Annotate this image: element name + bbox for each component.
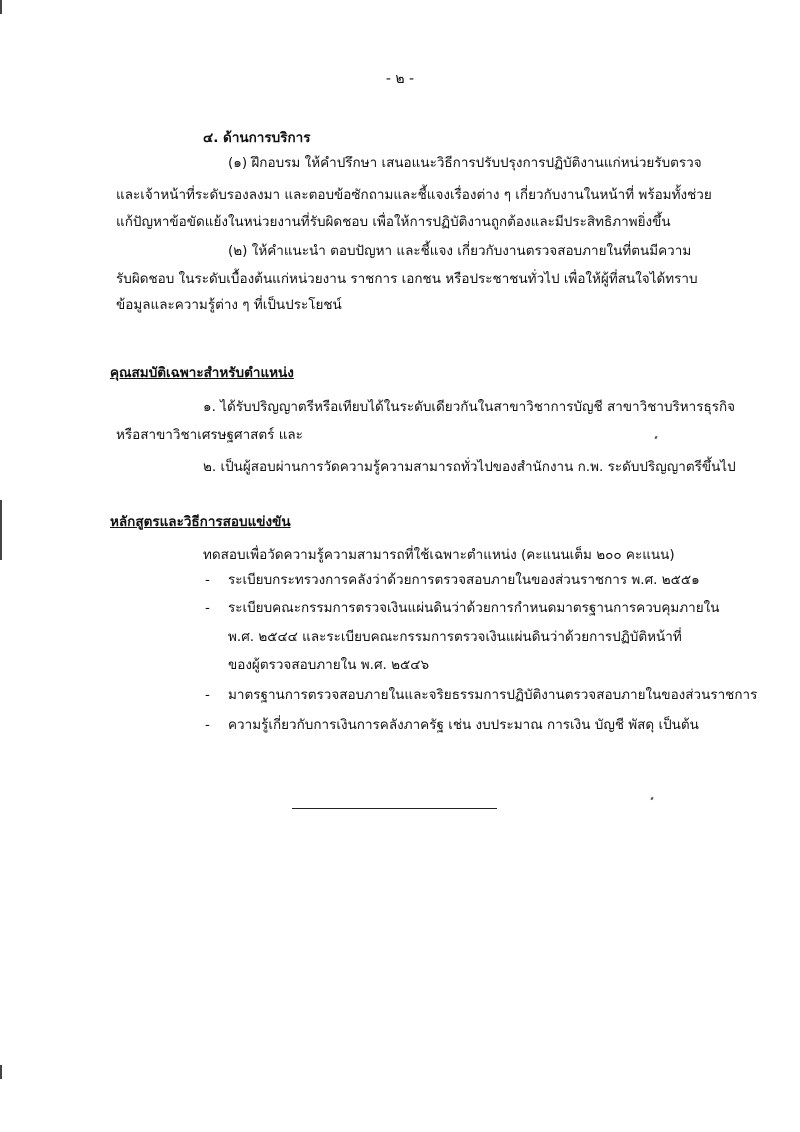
service-item1-line3: แก้ปัญหาข้อขัดแย้งในหน่วยงานที่รับผิดชอบ เพื่อให้การปฏิบัติงานถูกต้องและมีประสิทธิภาพยิ่งขึ้น: [116, 214, 671, 230]
exam-heading: หลักสูตรและวิธีการสอบแข่งขัน: [110, 514, 291, 530]
service-item2-line2: รับผิดชอบ ในระดับเบื้องต้นแก่หน่วยงาน ราชการ เอกชน หรือประชาชนทั่วไป เพื่อให้ผู้ที่สนใจได้ทราบ: [116, 271, 698, 287]
service-item1-line2: และเจ้าหน้าที่ระดับรองลงมา และตอบข้อซักถามและชี้แจงเรื่องต่าง ๆ เกี่ยวกับงานในหน้าที่ พร้อมทั้งช่วย: [116, 187, 712, 203]
qualification-item1-line1: ๑. ได้รับปริญญาตรีหรือเทียบได้ในระดับเดียวกันในสาขาวิชาการบัญชี สาขาวิชาบริหารธุรกิจ: [203, 399, 736, 415]
exam-bullet-4: ความรู้เกี่ยวกับการเงินการคลังภาครัฐ เช่น งบประมาณ การเงิน บัญชี พัสดุ เป็นต้น: [228, 717, 699, 733]
service-item1-line1: (๑) ฝึกอบรม ให้คำปรึกษา เสนอแนะวิธีการปรับปรุงการปฏิบัติงานแก่หน่วยรับตรวจ: [228, 155, 702, 171]
scan-edge-mark: [0, 500, 2, 560]
page-number: - ๒ -: [385, 71, 415, 87]
service-item2-line3: ข้อมูลและความรู้ต่าง ๆ ที่เป็นประโยชน์: [116, 297, 342, 313]
exam-bullet-3: มาตรฐานการตรวจสอบภายในและจริยธรรมการปฏิบัติงานตรวจสอบภายในของส่วนราชการ: [228, 687, 758, 703]
signature-rule: [292, 808, 497, 809]
exam-bullet-1: ระเบียบกระทรวงการคลังว่าด้วยการตรวจสอบภายในของส่วนราชการ พ.ศ. ๒๕๕๑: [228, 572, 700, 588]
bullet-dash: -: [205, 687, 210, 703]
exam-intro: ทดสอบเพื่อวัดความรู้ความสามารถที่ใช้เฉพาะตำแหน่ง (คะแนนเต็ม ๒๐๐ คะแนน): [203, 547, 675, 563]
service-heading: ๔. ด้านการบริการ: [203, 130, 311, 146]
qualification-item2-line1: ๒. เป็นผู้สอบผ่านการวัดความรู้ความสามารถทั่วไปของสำนักงาน ก.พ. ระดับปริญญาตรีขึ้นไป: [203, 459, 736, 475]
scan-speck: [650, 797, 653, 801]
exam-bullet-2-line1: ระเบียบคณะกรรมการตรวจเงินแผ่นดินว่าด้วยการกำหนดมาตรฐานการควบคุมภายใน: [228, 600, 720, 616]
scan-edge-mark: [0, 1065, 2, 1079]
bullet-dash: -: [205, 572, 210, 588]
qualifications-heading: คุณสมบัติเฉพาะสำหรับตำแหน่ง: [110, 365, 294, 381]
exam-bullet-2-line3: ของผู้ตรวจสอบภายใน พ.ศ. ๒๕๔๖: [228, 657, 430, 673]
bullet-dash: -: [205, 600, 210, 616]
scan-edge-mark: [0, 0, 2, 14]
scan-speck: [654, 436, 657, 440]
exam-bullet-2-line2: พ.ศ. ๒๕๔๔ และระเบียบคณะกรรมการตรวจเงินแผ่นดินว่าด้วยการปฏิบัติหน้าที่: [228, 629, 682, 645]
qualification-item1-line2: หรือสาขาวิชาเศรษฐศาสตร์ และ: [116, 427, 303, 443]
bullet-dash: -: [205, 717, 210, 733]
service-item2-line1: (๒) ให้คำแนะนำ ตอบปัญหา และชี้แจง เกี่ยวกับงานตรวจสอบภายในที่ตนมีความ: [228, 243, 692, 259]
